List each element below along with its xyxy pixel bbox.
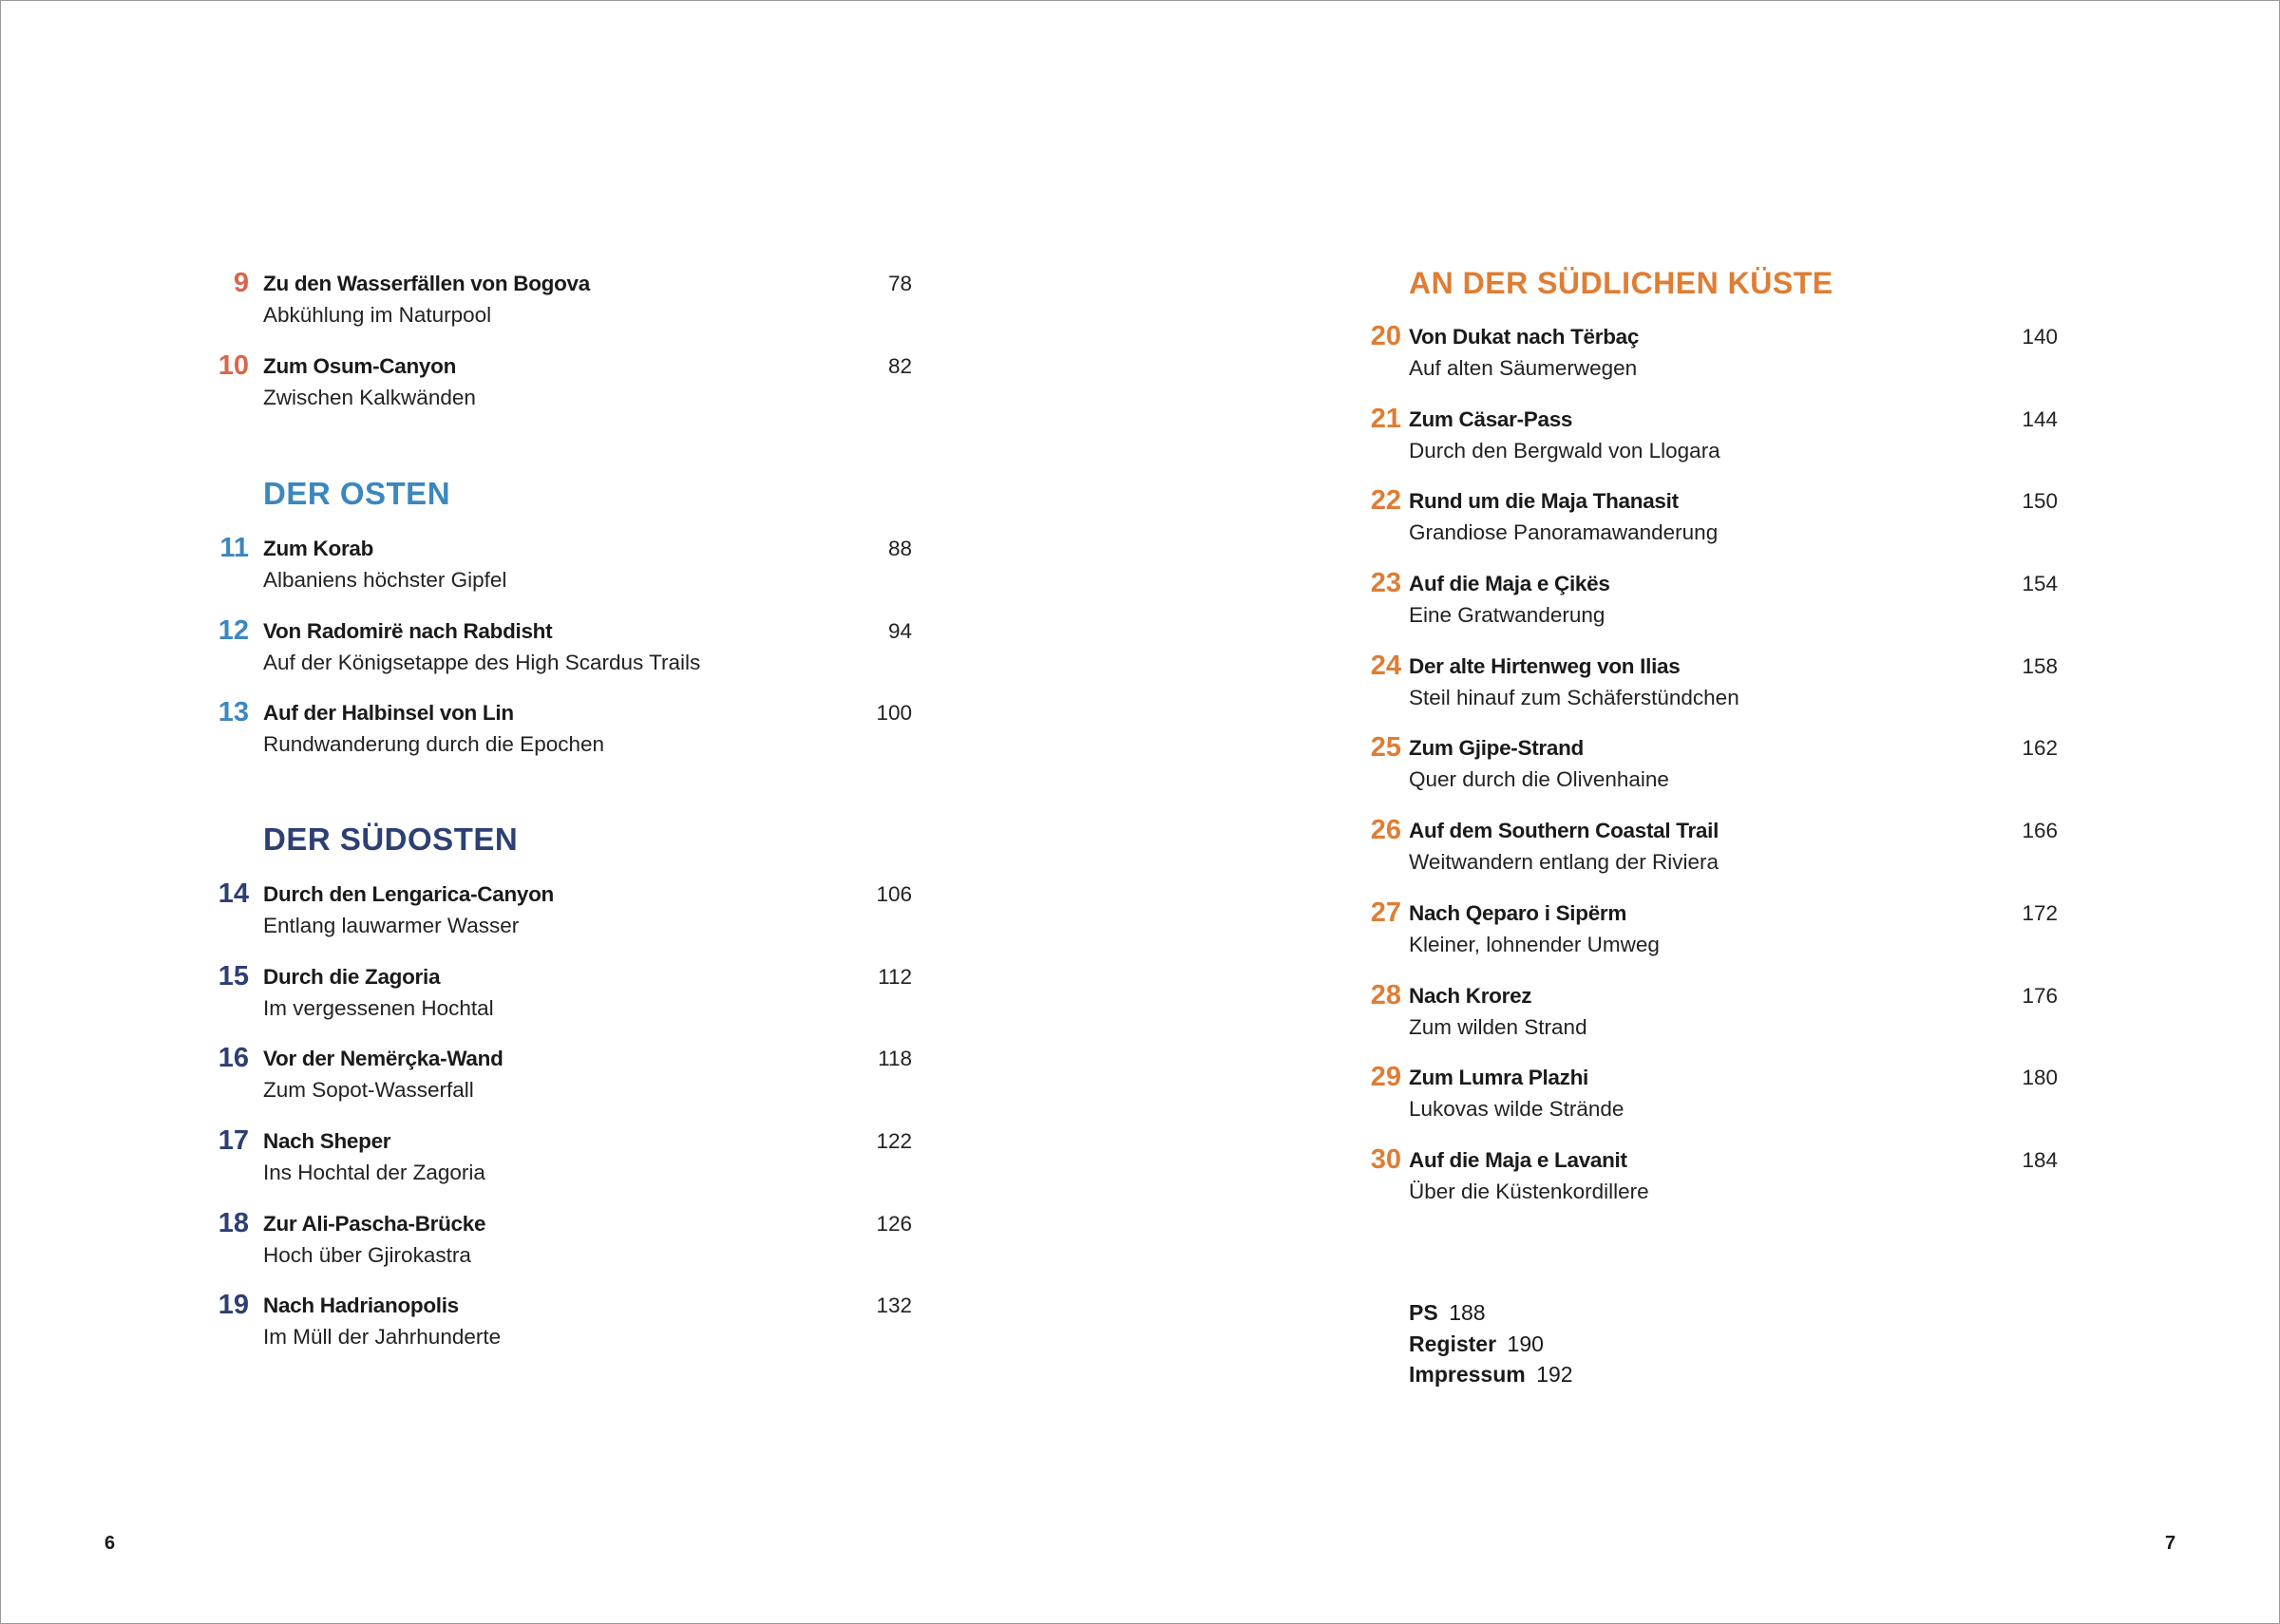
tour-page-number: 162 bbox=[2022, 736, 2058, 761]
toc-extra-entry[interactable] bbox=[1409, 1359, 1573, 1390]
tour-subtitle: Lukovas wilde Strände bbox=[1409, 1097, 1624, 1122]
tour-subtitle: Eine Gratwanderung bbox=[1409, 603, 1606, 628]
toc-entry[interactable] bbox=[190, 1043, 912, 1125]
toc-entry[interactable] bbox=[1340, 732, 2058, 815]
tour-title: Der alte Hirtenweg von Ilias bbox=[1409, 653, 1681, 678]
tour-title: Durch die Zagoria bbox=[263, 964, 441, 989]
tour-subtitle: Ins Hochtal der Zagoria bbox=[263, 1161, 485, 1185]
toc-entry[interactable] bbox=[190, 878, 912, 961]
tour-page-number: 132 bbox=[876, 1294, 912, 1318]
section-heading-osten: DER OSTEN bbox=[263, 476, 451, 511]
tour-title: Auf die Maja e Lavanit bbox=[1409, 1147, 1627, 1172]
tour-subtitle: Über die Küstenkordillere bbox=[1409, 1179, 1649, 1203]
section-heading-kueste: AN DER SÜDLICHEN KÜSTE bbox=[1409, 266, 1834, 300]
tour-page-number: 94 bbox=[887, 618, 912, 643]
tour-subtitle: Auf der Königsetappe des High Scardus Trails bbox=[263, 650, 701, 674]
toc-entry[interactable] bbox=[190, 1290, 912, 1372]
extra-page-number: 190 bbox=[1507, 1331, 1544, 1356]
tour-number: 30 bbox=[1370, 1143, 1401, 1175]
toc-extras bbox=[1409, 1297, 1573, 1390]
tour-number: 19 bbox=[218, 1290, 249, 1321]
tour-subtitle: Entlang lauwarmer Wasser bbox=[263, 914, 520, 937]
toc-entry[interactable] bbox=[1340, 321, 2058, 404]
tour-page-number: 82 bbox=[887, 353, 912, 378]
tour-page-number: 150 bbox=[2022, 489, 2058, 514]
toc-entry[interactable] bbox=[190, 697, 912, 780]
tour-title: Nach Qeparo i Sipërm bbox=[1409, 900, 1627, 925]
tour-page-number: 176 bbox=[2022, 983, 2058, 1008]
tour-title: Zum Lumra Plazhi bbox=[1409, 1066, 1588, 1090]
tour-page-number: 126 bbox=[876, 1211, 912, 1236]
tour-title: Vor der Nemërçka-Wand bbox=[263, 1047, 504, 1071]
toc-entry[interactable] bbox=[1340, 1144, 2058, 1227]
tour-number: 25 bbox=[1370, 732, 1401, 764]
tour-number: 23 bbox=[1370, 568, 1401, 599]
toc-entry[interactable] bbox=[190, 615, 912, 698]
tour-page-number: 140 bbox=[2022, 325, 2058, 349]
tour-page-number: 166 bbox=[2022, 819, 2058, 843]
tour-title: Nach Sheper bbox=[263, 1129, 391, 1154]
toc-entry[interactable] bbox=[1340, 897, 2058, 980]
toc-entry[interactable] bbox=[1340, 568, 2058, 651]
tour-page-number: 154 bbox=[2022, 572, 2058, 596]
tour-number: 29 bbox=[1370, 1062, 1401, 1093]
extra-label: Register bbox=[1409, 1331, 1497, 1356]
tour-subtitle: Grandiose Panoramawanderung bbox=[1409, 520, 1719, 545]
tour-page-number: 122 bbox=[876, 1129, 912, 1154]
tour-title: Auf dem Southern Coastal Trail bbox=[1409, 819, 1720, 843]
tour-page-number: 158 bbox=[2022, 653, 2058, 678]
tour-title: Zur Ali-Pascha-Brücke bbox=[263, 1211, 486, 1236]
tour-title: Zum Korab bbox=[263, 537, 374, 560]
tour-number: 15 bbox=[218, 960, 249, 991]
toc-entry[interactable] bbox=[1340, 980, 2058, 1063]
tour-title: Von Radomirë nach Rabdisht bbox=[263, 618, 553, 643]
tour-number: 27 bbox=[1370, 897, 1401, 928]
tour-title: Nach Hadrianopolis bbox=[263, 1294, 459, 1318]
tour-page-number: 180 bbox=[2022, 1066, 2058, 1090]
extra-page-number: 188 bbox=[1449, 1300, 1486, 1325]
tour-title: Von Dukat nach Tërbaç bbox=[1409, 325, 1640, 349]
tour-title: Zu den Wasserfällen von Bogova bbox=[263, 272, 590, 295]
tour-number: 13 bbox=[218, 697, 249, 728]
toc-extra-entry[interactable] bbox=[1409, 1329, 1573, 1360]
tour-title: Nach Krorez bbox=[1409, 983, 1532, 1008]
toc-entry[interactable] bbox=[190, 1125, 912, 1208]
tour-subtitle: Albaniens höchster Gipfel bbox=[263, 568, 507, 592]
tour-subtitle: Durch den Bergwald von Llogara bbox=[1409, 438, 1720, 463]
tour-title: Auf die Maja e Çikës bbox=[1409, 572, 1610, 596]
toc-entry[interactable] bbox=[1340, 651, 2058, 733]
toc-entry[interactable] bbox=[190, 533, 912, 615]
toc-entry[interactable] bbox=[190, 961, 912, 1044]
toc-entry[interactable] bbox=[1340, 404, 2058, 486]
tour-page-number: 118 bbox=[878, 1047, 912, 1071]
tour-subtitle: Kleiner, lohnender Umweg bbox=[1409, 932, 1660, 956]
tour-title: Zum Gjipe-Strand bbox=[1409, 736, 1584, 761]
tour-subtitle: Zwischen Kalkwänden bbox=[263, 385, 476, 409]
tour-subtitle: Hoch über Gjirokastra bbox=[263, 1242, 471, 1267]
toc-entry[interactable] bbox=[190, 268, 912, 350]
tour-page-number: 184 bbox=[2022, 1147, 2058, 1172]
tour-number: 16 bbox=[218, 1043, 249, 1074]
tour-subtitle: Auf alten Säumerwegen bbox=[1409, 356, 1638, 380]
toc-entry[interactable] bbox=[1340, 815, 2058, 897]
tour-page-number: 78 bbox=[887, 272, 912, 295]
tour-number: 20 bbox=[1370, 321, 1401, 351]
extra-label: Impressum bbox=[1409, 1362, 1526, 1387]
page-number-right: 7 bbox=[2165, 1533, 2176, 1554]
tour-subtitle: Abkühlung im Naturpool bbox=[263, 303, 492, 327]
tour-number: 28 bbox=[1370, 979, 1401, 1010]
tour-number: 12 bbox=[218, 614, 249, 646]
tour-number: 9 bbox=[233, 268, 249, 298]
extra-label: PS bbox=[1409, 1300, 1438, 1325]
tour-subtitle: Im vergessenen Hochtal bbox=[263, 995, 494, 1020]
toc-continued bbox=[190, 268, 912, 432]
toc-entry[interactable] bbox=[1340, 485, 2058, 568]
tour-subtitle: Im Müll der Jahrhunderte bbox=[263, 1325, 502, 1350]
tour-page-number: 112 bbox=[878, 964, 912, 989]
tour-subtitle: Zum Sopot-Wasserfall bbox=[263, 1078, 474, 1103]
tour-title: Rund um die Maja Thanasit bbox=[1409, 489, 1679, 514]
tour-page-number: 100 bbox=[876, 701, 912, 726]
toc-entry[interactable] bbox=[190, 1208, 912, 1291]
tour-page-number: 106 bbox=[876, 882, 912, 906]
tour-title: Durch den Lengarica-Canyon bbox=[263, 882, 555, 906]
toc-section-osten bbox=[190, 475, 912, 780]
toc-section-kueste bbox=[1340, 264, 2058, 1227]
toc-extra-entry[interactable] bbox=[1409, 1297, 1573, 1329]
tour-title: Auf der Halbinsel von Lin bbox=[263, 701, 514, 726]
tour-number: 22 bbox=[1370, 485, 1401, 517]
tour-subtitle: Zum wilden Strand bbox=[1409, 1014, 1587, 1039]
tour-number: 17 bbox=[218, 1125, 249, 1157]
tour-subtitle: Weitwandern entlang der Riviera bbox=[1409, 850, 1720, 875]
tour-subtitle: Rundwanderung durch die Epochen bbox=[263, 732, 605, 757]
tour-number: 18 bbox=[218, 1207, 249, 1238]
toc-section-suedosten bbox=[190, 821, 912, 1372]
toc-entry[interactable] bbox=[1340, 1062, 2058, 1144]
tour-page-number: 144 bbox=[2022, 406, 2058, 431]
tour-subtitle: Quer durch die Olivenhaine bbox=[1409, 767, 1669, 792]
section-heading-suedosten: DER SÜDOSTEN bbox=[263, 821, 519, 857]
tour-number: 24 bbox=[1370, 650, 1401, 681]
tour-title: Zum Osum-Canyon bbox=[263, 353, 457, 378]
tour-number: 11 bbox=[219, 533, 249, 563]
tour-number: 21 bbox=[1370, 403, 1401, 434]
tour-page-number: 172 bbox=[2022, 900, 2058, 925]
tour-subtitle: Steil hinauf zum Schäferstündchen bbox=[1409, 685, 1739, 709]
tour-number: 10 bbox=[218, 349, 249, 381]
tour-page-number: 88 bbox=[887, 537, 912, 560]
tour-number: 26 bbox=[1370, 815, 1401, 846]
tour-title: Zum Cäsar-Pass bbox=[1409, 406, 1573, 431]
extra-page-number: 192 bbox=[1536, 1362, 1573, 1387]
toc-entry[interactable] bbox=[190, 350, 912, 433]
page-number-left: 6 bbox=[104, 1533, 116, 1554]
tour-number: 14 bbox=[218, 878, 249, 909]
